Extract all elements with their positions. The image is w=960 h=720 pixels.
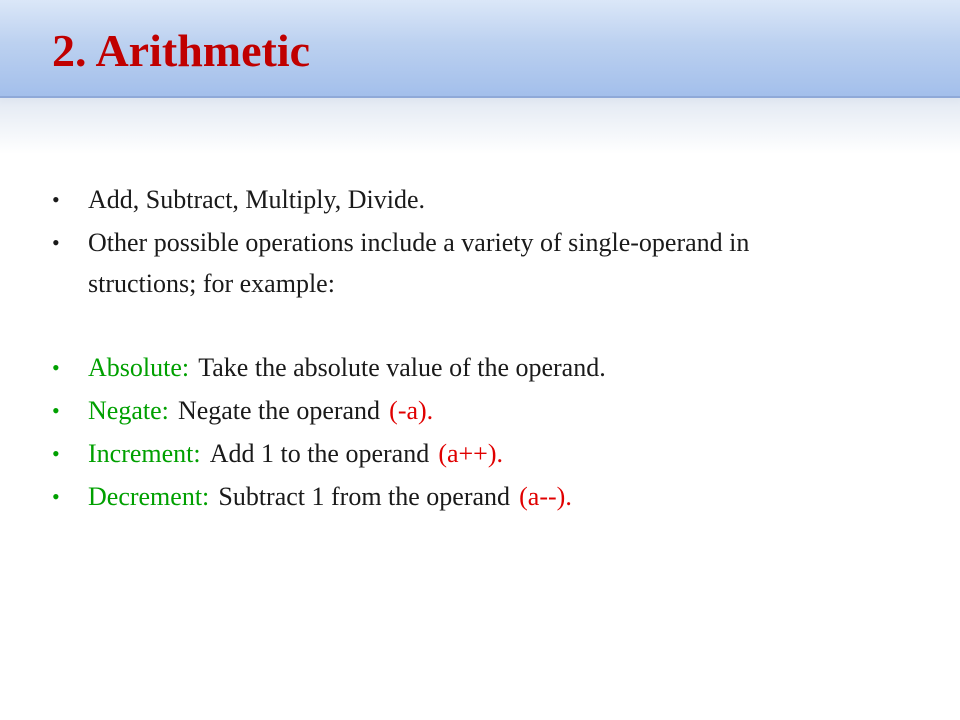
- slide-title: 2. Arithmetic: [52, 25, 311, 76]
- bullet-icon: •: [52, 187, 60, 212]
- bullet-icon: •: [52, 355, 60, 380]
- term-expression: (-a).: [389, 396, 434, 425]
- bullet-text-line-2: structions; for example:: [88, 269, 335, 298]
- bullet-icon: •: [52, 398, 60, 423]
- bullet-text: [88, 347, 922, 388]
- term-expression: (a++).: [438, 439, 503, 468]
- term-label: Absolute:: [88, 353, 190, 382]
- title-shadow: [0, 98, 960, 154]
- bullet-icon: •: [52, 484, 60, 509]
- bullet-text: [88, 390, 922, 431]
- bullet-text-line-1: Other possible operations include a variety of single-operand in: [88, 228, 750, 257]
- term-description: Subtract 1 from the operand: [218, 482, 511, 511]
- term-expression: (a--).: [519, 482, 572, 511]
- bullet-icon: •: [52, 441, 60, 466]
- title-bar: [0, 0, 960, 98]
- term-description: Negate the operand: [177, 396, 381, 425]
- bullet-text: [88, 222, 922, 304]
- term-description: Take the absolute value of the operand.: [198, 353, 606, 382]
- bullet-text: [88, 433, 922, 474]
- bullet-icon: •: [52, 230, 60, 255]
- bullet-text: [88, 476, 922, 517]
- term-label: Increment:: [88, 439, 201, 468]
- bullet-text: Add, Subtract, Multiply, Divide.: [88, 185, 426, 214]
- term-label: Negate:: [88, 396, 169, 425]
- term-description: Add 1 to the operand: [209, 439, 430, 468]
- term-label: Decrement:: [88, 482, 210, 511]
